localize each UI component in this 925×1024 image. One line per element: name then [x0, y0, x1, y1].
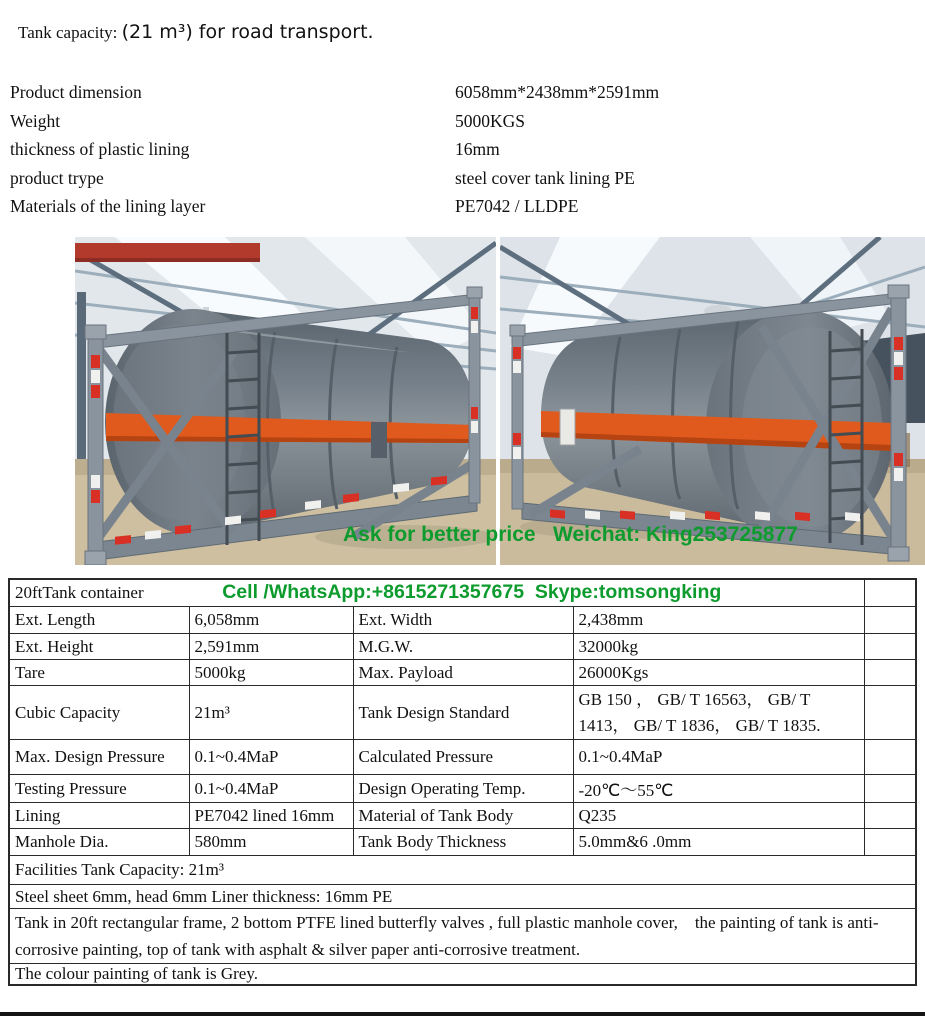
intro-line [10, 3, 374, 43]
note-text: Tank in 20ft rectangular frame, 2 bottom PTFE lined butterfly valves , full plastic manhole cover, the painting of tank is anti-corrosive painting, top of tank with asphalt & silver paper anti-corrosive treatment. [9, 909, 916, 964]
table-row [9, 829, 916, 856]
spec-row [10, 78, 659, 107]
table-cell-empty [864, 829, 916, 856]
spec-label: thickness of plastic lining [10, 139, 190, 159]
contact-text: Cell /WhatsApp:+8615271357675 Skype:tomsongking [222, 581, 722, 603]
table-cell: 5000kg [189, 660, 353, 686]
table-cell: Ext. Width [353, 607, 573, 634]
table-row [9, 740, 916, 775]
table-cell: 2,591mm [189, 634, 353, 660]
intro-value: (21 m³) for road transport. [121, 21, 374, 43]
tank-photo-right [500, 237, 925, 565]
table-row [9, 607, 916, 634]
bottom-bar [0, 1012, 925, 1016]
table-cell: Calculated Pressure [353, 740, 573, 775]
spec-label: Weight [10, 110, 61, 131]
table-row [9, 803, 916, 829]
table-cell-empty [864, 803, 916, 829]
table-cell-empty [864, 607, 916, 634]
table-cell: Ext. Height [9, 634, 189, 660]
table-cell-empty [864, 579, 916, 607]
note-row [9, 885, 916, 909]
spec-value: PE7042 / LLDPE [455, 196, 579, 216]
table-cell: 26000Kgs [573, 660, 864, 686]
table-cell: 6,058mm [189, 607, 353, 634]
table-row [9, 660, 916, 686]
note-row [9, 909, 916, 964]
intro-label: Tank capacity: [18, 23, 122, 42]
table-cell: 0.1~0.4MaP [573, 740, 864, 775]
tank-photo-left [75, 237, 496, 565]
table-cell-empty [864, 660, 916, 686]
table-cell: Max. Payload [353, 660, 573, 686]
table-cell-empty [864, 634, 916, 660]
spec-value: 6058mm*2438mm*2591mm [455, 82, 660, 102]
table-cell: M.G.W. [353, 634, 573, 660]
table-cell: Manhole Dia. [9, 829, 189, 856]
table-cell: 21m³ [189, 686, 353, 740]
table-cell: 2,438mm [573, 607, 864, 634]
table-row [9, 634, 916, 660]
table-cell-empty [864, 686, 916, 740]
table-cell-empty [864, 740, 916, 775]
note-text: Facilities Tank Capacity: 21m³ [9, 856, 916, 885]
spec-label: Materials of the lining layer [10, 196, 206, 216]
table-cell: Tank Body Thickness [353, 829, 573, 856]
table-cell: Design Operating Temp. [353, 775, 573, 803]
table-cell: Cubic Capacity [9, 686, 189, 740]
spec-table [8, 578, 917, 986]
table-cell: Lining [9, 803, 189, 829]
spec-value: 16mm [455, 139, 500, 159]
spec-value: 5000KGS [455, 110, 526, 131]
note-row [9, 964, 916, 986]
table-cell: 0.1~0.4MaP [189, 775, 353, 803]
spec-label: Product dimension [10, 82, 142, 102]
table-cell: Tare [9, 660, 189, 686]
spec-list [10, 78, 659, 221]
price-overlay-text: Ask for better price Weichat: King253725877 [343, 523, 798, 546]
table-cell: GB 150 ， GB/ T 16563， GB/ T 1413， GB/ T 1836， GB/ T 1835. [573, 686, 864, 740]
table-row [9, 686, 916, 740]
table-row [9, 775, 916, 803]
spec-row [10, 192, 659, 221]
spec-label: product trype [10, 167, 104, 188]
table-cell-empty [864, 775, 916, 803]
table-cell: Max. Design Pressure [9, 740, 189, 775]
table-title: 20ftTank container [15, 583, 144, 602]
table-cell: Tank Design Standard [353, 686, 573, 740]
table-cell: 0.1~0.4MaP [189, 740, 353, 775]
table-cell: -20℃～55℃ [573, 775, 864, 803]
table-cell: Material of Tank Body [353, 803, 573, 829]
table-cell: PE7042 lined 16mm [189, 803, 353, 829]
table-cell: Ext. Length [9, 607, 189, 634]
table-header-cell [9, 579, 864, 607]
spec-row [10, 164, 659, 193]
table-cell: 580mm [189, 829, 353, 856]
table-cell: Testing Pressure [9, 775, 189, 803]
table-cell: 32000kg [573, 634, 864, 660]
spec-value: steel cover tank lining PE [455, 167, 635, 188]
note-row [9, 856, 916, 885]
spec-row [10, 135, 659, 164]
note-text: The colour painting of tank is Grey. [9, 964, 916, 986]
table-cell: 5.0mm&6 .0mm [573, 829, 864, 856]
note-text: Steel sheet 6mm, head 6mm Liner thickness: 16mm PE [9, 885, 916, 909]
table-cell: Q235 [573, 803, 864, 829]
spec-row [10, 107, 659, 136]
product-photos [75, 237, 925, 565]
